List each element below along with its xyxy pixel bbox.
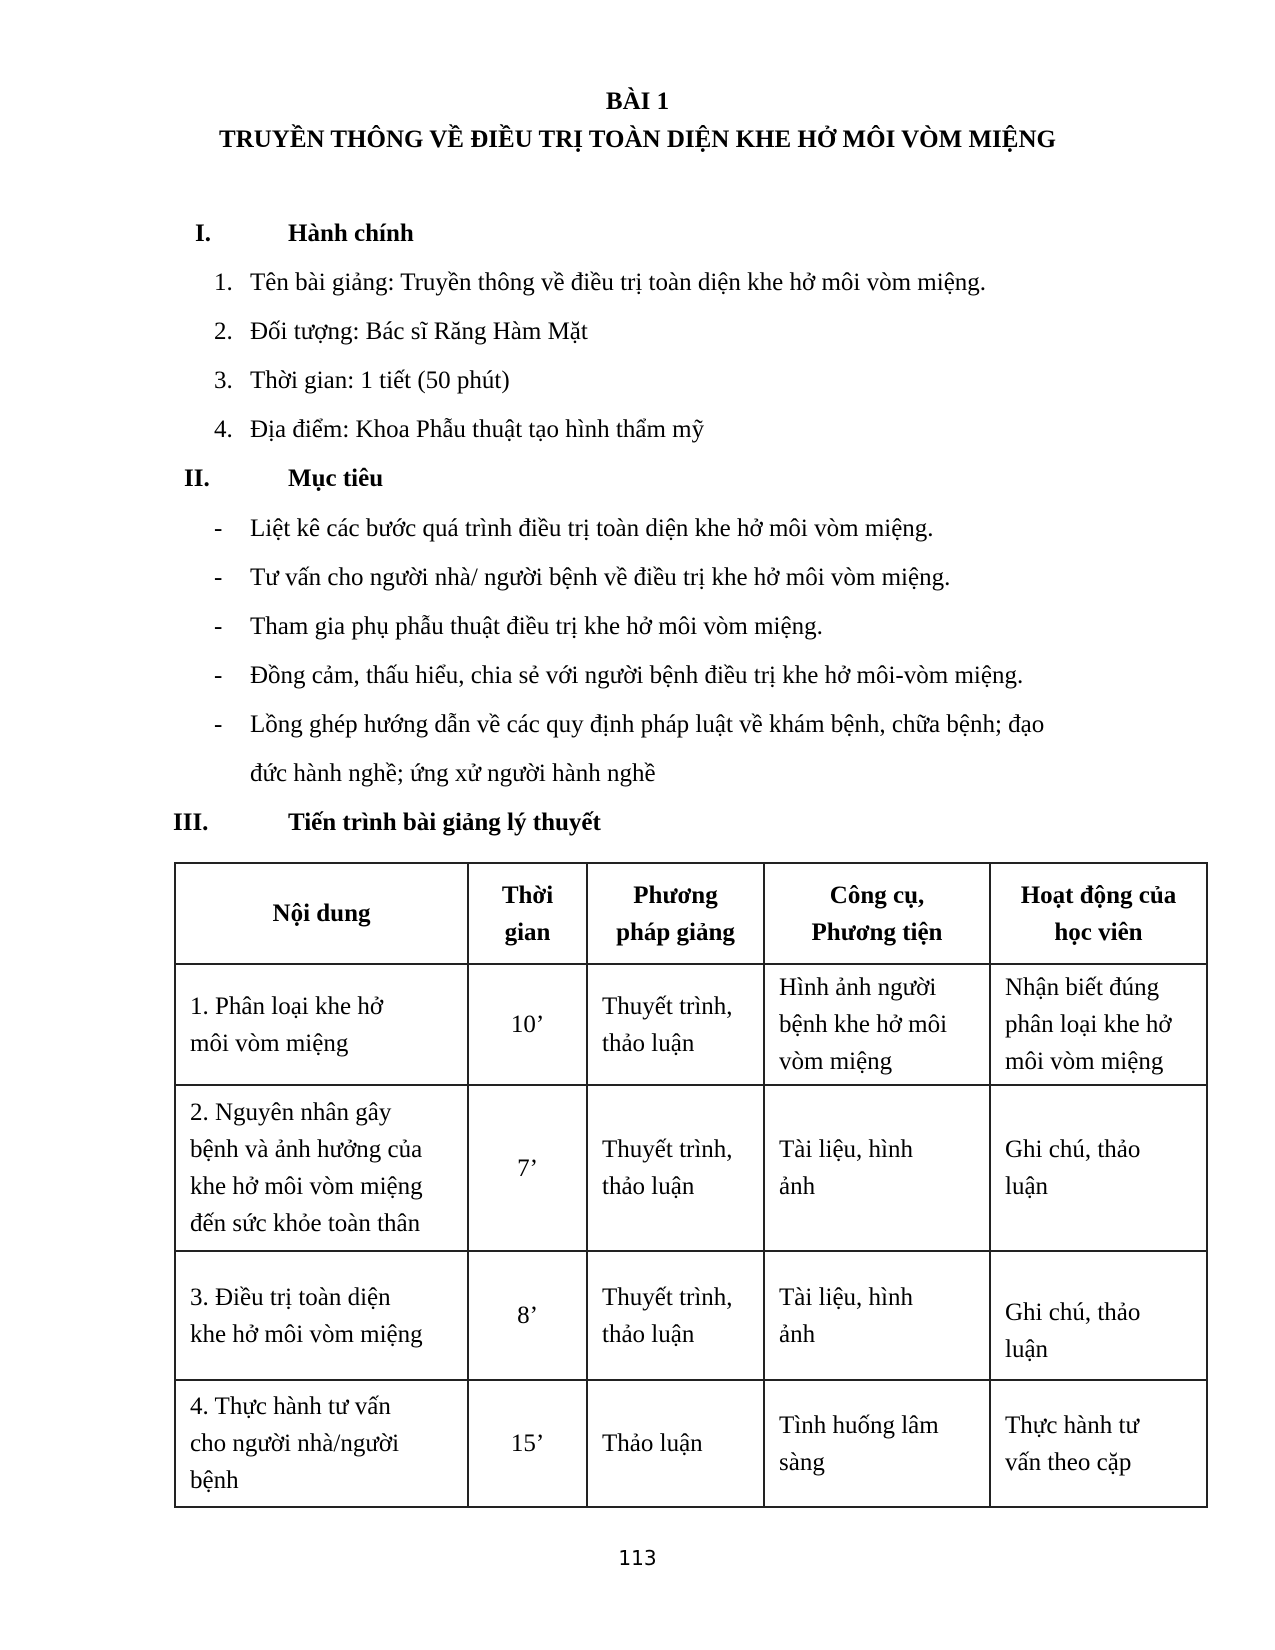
cell-tools: Tài liệu, hình ảnh [764,1251,990,1380]
cell-time: 10’ [468,964,587,1085]
admin-item-marker: 3. [214,367,233,394]
cell-content: 1. Phân loại khe hở môi vòm miệng [175,964,468,1085]
objective-item: Lồng ghép hướng dẫn về các quy định pháp luật về khám bệnh, chữa bệnh; đạo [250,711,1045,738]
cell-content: 4. Thực hành tư vấn cho người nhà/người bệnh [175,1380,468,1507]
objective-item: Đồng cảm, thấu hiểu, chia sẻ với người bệnh điều trị khe hở môi-vòm miệng. [250,662,1024,689]
admin-item-marker: 1. [214,269,233,296]
cell-activity: Ghi chú, thảo luận [990,1251,1207,1380]
admin-item-location: Địa điểm: Khoa Phẫu thuật tạo hình thẩm mỹ [250,416,705,443]
objective-bullet: - [214,613,223,640]
objective-bullet: - [214,564,223,591]
objective-item-continuation: đức hành nghề; ứng xử người hành nghề [250,760,656,787]
section-3-heading: Tiến trình bài giảng lý thuyết [288,809,601,836]
lecture-plan-table [174,862,1208,1508]
admin-item-marker: 4. [214,416,233,443]
lesson-title: TRUYỀN THÔNG VỀ ĐIỀU TRỊ TOÀN DIỆN KHE HỞ MÔI VÒM MIỆNG [219,126,1056,153]
objective-item: Liệt kê các bước quá trình điều trị toàn diện khe hở môi vòm miệng. [250,515,934,542]
cell-method: Thuyết trình, thảo luận [587,964,764,1085]
cell-content: 3. Điều trị toàn diện khe hở môi vòm miệng [175,1251,468,1380]
section-2-numeral: II. [184,465,210,492]
cell-activity: Ghi chú, thảo luận [990,1085,1207,1251]
cell-activity: Nhận biết đúng phân loại khe hở môi vòm miệng [990,964,1207,1085]
header-method: Phương pháp giảng [587,863,764,964]
cell-tools: Hình ảnh người bệnh khe hở môi vòm miệng [764,964,990,1085]
header-activity: Hoạt động của học viên [990,863,1207,964]
section-2-heading: Mục tiêu [288,465,384,492]
table-row [175,1085,1207,1251]
admin-item-marker: 2. [214,318,233,345]
header-content: Nội dung [175,863,468,964]
cell-time: 8’ [468,1251,587,1380]
cell-time: 7’ [468,1085,587,1251]
page-number: 113 [618,1546,657,1570]
cell-content: 2. Nguyên nhân gây bệnh và ảnh hưởng của khe hở môi vòm miệng đến sức khỏe toàn thân [175,1085,468,1251]
admin-item-lecture-name: Tên bài giảng: Truyền thông về điều trị toàn diện khe hở môi vòm miệng. [250,269,987,296]
table-row [175,964,1207,1085]
cell-method: Thuyết trình, thảo luận [587,1251,764,1380]
objective-item: Tham gia phụ phẫu thuật điều trị khe hở môi vòm miệng. [250,613,823,640]
cell-method: Thảo luận [587,1380,764,1507]
objective-bullet: - [214,711,223,738]
cell-method: Thuyết trình, thảo luận [587,1085,764,1251]
section-1-heading: Hành chính [288,220,414,247]
header-tools: Công cụ, Phương tiện [764,863,990,964]
table-header-row [175,863,1207,964]
table-row [175,1380,1207,1507]
section-3-numeral: III. [173,809,209,836]
admin-item-audience: Đối tượng: Bác sĩ Răng Hàm Mặt [250,318,588,345]
cell-activity: Thực hành tư vấn theo cặp [990,1380,1207,1507]
cell-tools: Tình huống lâm sàng [764,1380,990,1507]
lesson-number: BÀI 1 [605,88,670,115]
admin-item-duration: Thời gian: 1 tiết (50 phút) [250,367,510,394]
section-1-numeral: I. [195,220,211,247]
objective-bullet: - [214,662,223,689]
table-row [175,1251,1207,1380]
cell-tools: Tài liệu, hình ảnh [764,1085,990,1251]
objective-item: Tư vấn cho người nhà/ người bệnh về điều trị khe hở môi vòm miệng. [250,564,951,591]
cell-time: 15’ [468,1380,587,1507]
header-time: Thời gian [468,863,587,964]
objective-bullet: - [214,515,223,542]
